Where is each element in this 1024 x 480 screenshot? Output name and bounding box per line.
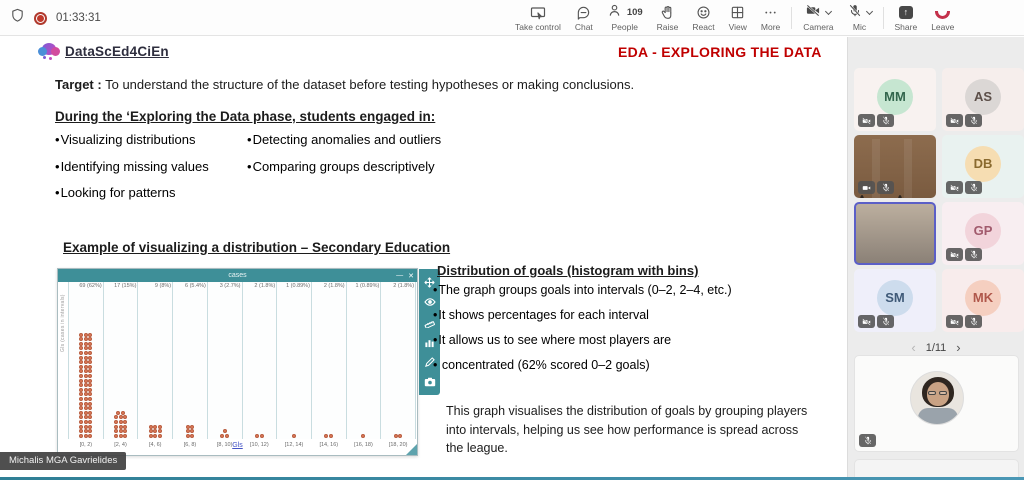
bin-count-label: 9 (8%) (154, 283, 172, 289)
active-speaker-video-tile[interactable] (854, 202, 936, 265)
bullet-item: • Comparing groups descriptively (247, 159, 441, 174)
slide-target-line (55, 77, 634, 92)
participant-tile-gp[interactable] (942, 202, 1024, 265)
camera-off-icon (805, 3, 821, 23)
react-smiley-icon (696, 5, 711, 21)
bin-count-label: 1 (0.89%) (355, 283, 380, 289)
take-control-icon (530, 5, 546, 21)
leave-button[interactable]: Leave (924, 0, 961, 36)
slide-logo-text: DataScEd4CiEn (65, 44, 169, 59)
chart-window-title: cases (228, 272, 247, 279)
view-grid-icon (730, 5, 745, 21)
bin-interval-label: [2, 4) (114, 442, 127, 448)
camera-off-badge-icon (946, 114, 963, 127)
camera-off-badge-icon (946, 181, 963, 194)
bullet-item: • It allows us to see where most players are (433, 333, 732, 347)
distribution-bullet-list (433, 283, 732, 383)
distribution-heading: Distribution of goals (histogram with bins) (437, 263, 699, 278)
raise-hand-icon (660, 5, 675, 21)
mic-off-badge-icon (965, 248, 982, 261)
mic-off-badge-icon (877, 181, 894, 194)
histogram-bin[interactable] (277, 282, 312, 448)
slide-logo (38, 43, 169, 60)
avatar: DB (965, 146, 1001, 182)
pagination-prev-icon[interactable]: ‹ (911, 340, 916, 355)
dot-histogram-plot (60, 282, 416, 448)
bullet-item: • The graph groups goals into intervals (0–2, 2–4, etc.) (433, 283, 732, 297)
participant-tile-sm[interactable] (854, 269, 936, 332)
spotlight-video-tile[interactable] (854, 355, 1019, 452)
datasced4cien-logo-icon (38, 43, 60, 60)
target-label: Target : (55, 77, 102, 92)
histogram-bin[interactable] (173, 282, 208, 448)
bin-count-label: 1 (0.89%) (286, 283, 310, 289)
react-button[interactable]: React (685, 0, 721, 36)
histogram-bin[interactable] (104, 282, 139, 448)
people-button[interactable]: 109 People (600, 0, 650, 36)
camera-button[interactable]: Camera (796, 0, 840, 36)
bin-interval-label: [18, 20) (388, 442, 408, 448)
shared-screen-area (0, 37, 846, 480)
bullet-list-right (247, 132, 441, 185)
participant-tile-mk[interactable] (942, 269, 1024, 332)
phase-heading: During the ‘Exploring the Data phase, students engaged in: (55, 109, 436, 124)
bin-interval-label: [6, 8) (183, 442, 197, 448)
take-control-button[interactable]: Take control (508, 0, 568, 36)
histogram-bin[interactable] (69, 282, 104, 448)
avatar: MK (965, 280, 1001, 316)
pagination-next-icon[interactable]: › (956, 340, 961, 355)
x-axis-attribute-link[interactable]: Gls (232, 442, 243, 449)
camera-off-badge-icon (858, 181, 875, 194)
participants-sidebar (847, 37, 1024, 480)
mic-off-badge-icon (877, 315, 894, 328)
meeting-toolbar (0, 0, 1024, 36)
bin-count-label: 2 (1.8%) (323, 283, 345, 289)
x-axis-title (58, 434, 417, 452)
participant-tile-db[interactable] (942, 135, 1024, 198)
chart-minimize-button[interactable]: — (396, 272, 404, 279)
example-heading: Example of visualizing a distribution – Secondary Education (63, 240, 451, 255)
camera-chevron-down-icon[interactable] (825, 7, 832, 14)
histogram-bin[interactable] (312, 282, 347, 448)
share-icon: ↑ (899, 6, 913, 19)
closing-paragraph: This graph visualises the distribution of goals by grouping players into intervals, helping us see how performance is spread across the league. (446, 404, 808, 455)
chart-window[interactable] (57, 268, 418, 456)
histogram-bin[interactable] (243, 282, 278, 448)
bullet-item: • concentrated (62% scored 0–2 goals) (433, 358, 732, 372)
gallery-pagination (848, 340, 1024, 355)
avatar: MM (877, 79, 913, 115)
toolbar-separator (883, 7, 884, 29)
people-icon (607, 3, 622, 23)
bullet-list-left (55, 132, 209, 212)
avatar-photo (910, 371, 964, 425)
bin-interval-label: [8, 10) (216, 442, 233, 448)
mic-off-badge-icon (965, 315, 982, 328)
raise-hand-button[interactable]: Raise (650, 0, 686, 36)
share-button[interactable]: ↑ Share (894, 7, 918, 32)
bullet-item: • Visualizing distributions (55, 132, 209, 147)
participant-video-tile[interactable] (854, 135, 936, 198)
chat-button[interactable]: Chat (568, 0, 600, 36)
recording-indicator-icon (34, 12, 47, 25)
mic-off-badge-icon (859, 434, 876, 447)
camera-off-badge-icon (946, 248, 963, 261)
meeting-timer: 01:33:31 (56, 12, 101, 24)
avatar: AS (965, 79, 1001, 115)
presenter-name-tag: Michalis MGA Gavrielides (0, 452, 126, 470)
pagination-label: 1/11 (925, 341, 947, 354)
participant-tile-as[interactable] (942, 68, 1024, 131)
mic-off-icon (848, 3, 862, 23)
bin-count-label: 3 (2.7%) (219, 283, 241, 289)
mic-off-badge-icon (877, 114, 894, 127)
bin-count-label: 69 (62%) (79, 283, 102, 289)
histogram-bin[interactable] (347, 282, 382, 448)
bin-interval-label: [14, 16) (319, 442, 339, 448)
bin-interval-label: [0, 2) (79, 442, 93, 448)
camera-off-badge-icon (946, 315, 963, 328)
bin-interval-label: [10, 12) (250, 442, 269, 448)
bin-interval-label: [16, 18) (354, 442, 373, 448)
bin-count-label: 2 (1.8%) (393, 283, 415, 289)
bullet-item: • Identifying missing values (55, 159, 209, 174)
window-resize-handle[interactable] (406, 444, 417, 455)
bin-interval-label: [4, 6) (148, 442, 162, 448)
bin-count-label: 17 (15%) (114, 283, 137, 289)
mic-off-badge-icon (965, 114, 982, 127)
y-axis-label: Gls (cases in intervals) (60, 294, 66, 352)
chart-window-titlebar[interactable] (58, 269, 417, 282)
more-ellipsis-icon (763, 5, 778, 21)
mic-button[interactable]: Mic (841, 0, 879, 36)
bullet-item: • It shows percentages for each interval (433, 308, 732, 322)
more-button[interactable]: More (754, 0, 787, 36)
mic-chevron-down-icon[interactable] (865, 7, 872, 14)
histogram-bin[interactable] (138, 282, 173, 448)
bin-interval-label: [12, 14) (284, 442, 304, 448)
slide-title: EDA - EXPLORING THE DATA (618, 44, 822, 60)
bin-count-label: 2 (1.8%) (254, 283, 276, 289)
toolbar-separator (791, 7, 792, 29)
mic-off-badge-icon (965, 181, 982, 194)
avatar: SM (877, 280, 913, 316)
target-text: To understand the structure of the dataset before testing hypotheses or making conclusions. (101, 77, 635, 92)
view-button[interactable]: View (722, 0, 754, 36)
chat-icon (576, 5, 591, 21)
shield-icon (10, 8, 25, 28)
bin-count-label: 6 (5.4%) (185, 283, 206, 289)
histogram-bin[interactable] (381, 282, 416, 448)
bullet-item: • Detecting anomalies and outliers (247, 132, 441, 147)
participant-tile-mm[interactable] (854, 68, 936, 131)
people-count: 109 (626, 7, 643, 18)
chart-close-button[interactable]: ✕ (408, 272, 414, 280)
bullet-item: • Looking for patterns (55, 185, 209, 200)
avatar: GP (965, 213, 1001, 249)
leave-phone-icon (935, 11, 950, 19)
camera-off-badge-icon (858, 315, 875, 328)
camera-off-badge-icon (858, 114, 875, 127)
